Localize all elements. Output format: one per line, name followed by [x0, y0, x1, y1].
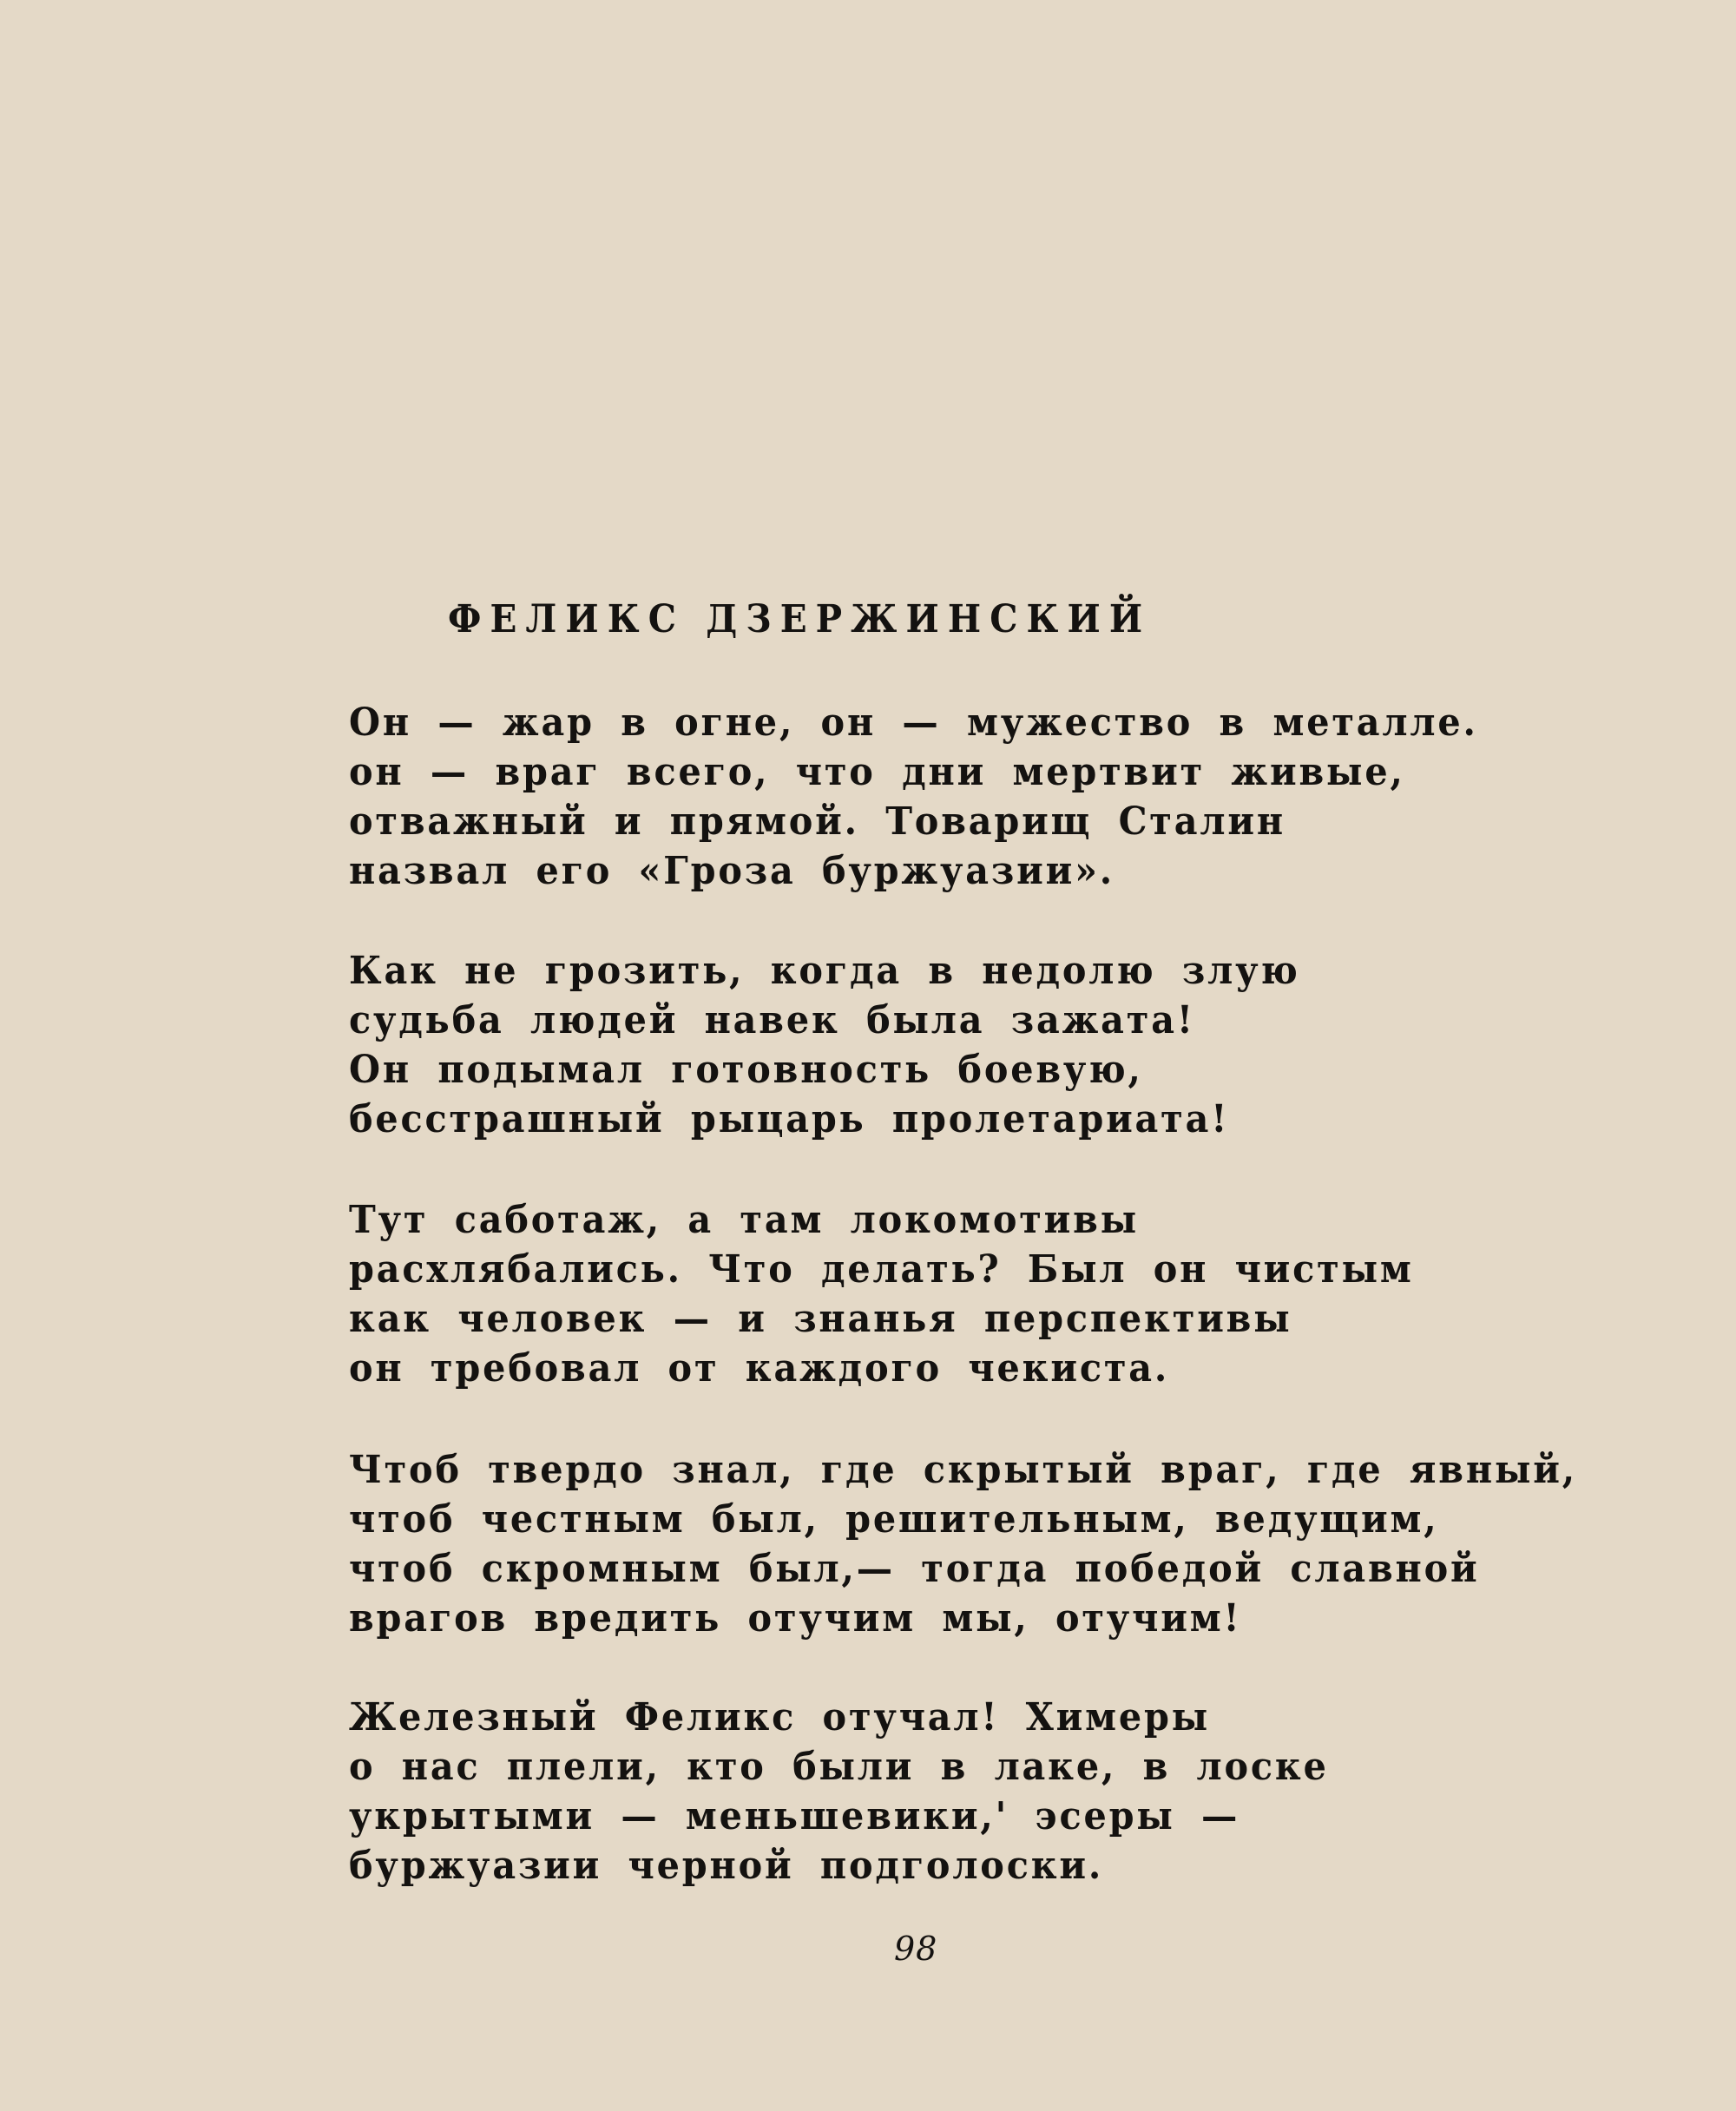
- poem-line: чтоб скромным был,— тогда победой славной: [349, 1547, 1480, 1591]
- poem-line: Чтоб твердо знал, где скрытый враг, где явный,: [349, 1448, 1577, 1492]
- poem-line: Тут саботаж, а там локомотивы: [349, 1198, 1140, 1242]
- poem-line: отважный и прямой. Товарищ Сталин: [349, 799, 1286, 844]
- poem-line: как человек — и знанья перспективы: [349, 1297, 1292, 1341]
- page-number: 98: [894, 1930, 938, 1968]
- poem-line: он — враг всего, что дни мертвит живые,: [349, 750, 1405, 794]
- poem-line: Он — жар в огне, он — мужество в металле.: [349, 700, 1478, 745]
- poem-title: ФЕЛИКС ДЗЕРЖИНСКИЙ: [448, 597, 1152, 641]
- stanza-4: [349, 1445, 1655, 1643]
- poem-line: врагов вредить отучим мы, отучим!: [349, 1596, 1242, 1641]
- stanza-5: [349, 1693, 1391, 1891]
- poem-line: он требовал от каждого чекиста.: [349, 1346, 1170, 1391]
- stanza-2: [349, 946, 1361, 1144]
- poem-line: бесстрашный рыцарь пролетариата!: [349, 1097, 1230, 1141]
- stanza-3: [349, 1195, 1482, 1393]
- poem-line: Железный Феликс отучал! Химеры: [349, 1695, 1211, 1739]
- poem-line: судьба людей навек была зажата!: [349, 998, 1195, 1042]
- poem-line: Он подымал готовность боевую,: [349, 1048, 1143, 1092]
- poem-line: расхлябались. Что делать? Был он чистым: [349, 1247, 1414, 1292]
- poem-line: Как не грозить, когда в недолю злую: [349, 949, 1300, 993]
- poem-line: назвал его «Гроза буржуазии».: [349, 849, 1115, 893]
- poem-line: о нас плели, кто были в лаке, в лоске: [349, 1745, 1329, 1789]
- stanza-1: [349, 698, 1550, 896]
- poem-line: буржуазии черной подголоски.: [349, 1844, 1104, 1888]
- poem-line: укрытыми — меньшевики,' эсеры —: [349, 1794, 1240, 1838]
- poem-line: чтоб честным был, решительным, ведущим,: [349, 1497, 1439, 1542]
